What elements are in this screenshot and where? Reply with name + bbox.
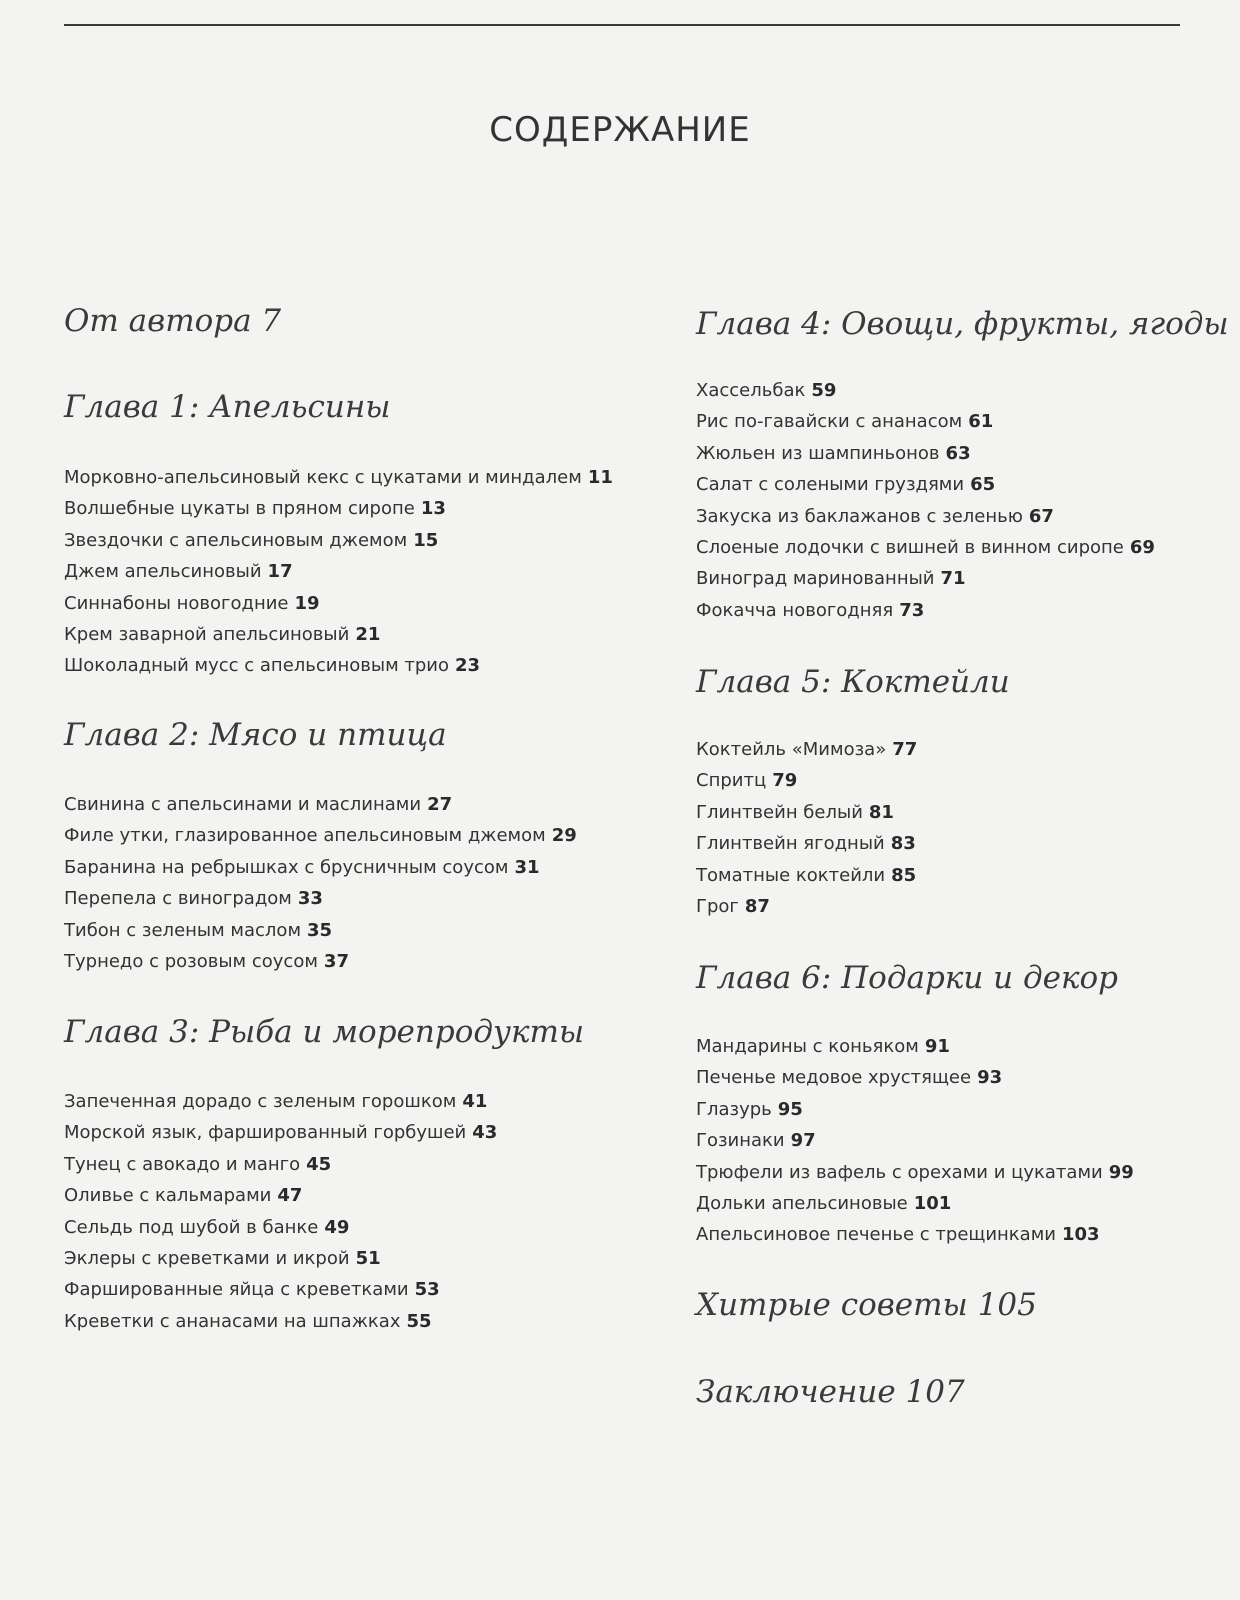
entry-page-number: 93 [977,1067,1003,1089]
entry-page-number: 53 [414,1279,440,1301]
entry-page-number: 71 [940,568,966,590]
toc-entry[interactable] [64,1149,497,1180]
toc-entry[interactable] [64,1274,497,1305]
entry-title: Глинтвейн ягодный [696,833,885,855]
toc-entry[interactable] [696,797,917,828]
entry-page-number: 51 [355,1247,381,1269]
entry-title: Сельдь под шубой в банке [64,1216,319,1238]
entry-page-number: 37 [323,950,349,972]
entry-page-number: 49 [324,1216,350,1238]
entry-page-number: 23 [455,655,481,677]
entry-page-number: 85 [891,864,917,886]
top-divider [64,24,1180,26]
entry-title: Спритц [696,770,767,792]
entry-title: Хассельбак [696,380,806,401]
toc-entry[interactable] [696,860,917,891]
entry-title: Крем заварной апельсиновый [64,623,350,645]
entry-title: Морковно-апельсиновый кекс с цукатами и миндалем [64,467,582,488]
entry-page-number: 79 [772,770,798,792]
toc-entry[interactable] [64,1180,497,1211]
entry-title: Свинина с апельсинами и маслинами [64,794,422,815]
entry-title: Шоколадный мусс с апельсиновым трио [64,655,449,677]
entry-title: Синнабоны новогодние [64,592,289,614]
toc-entry[interactable] [64,852,577,883]
section-heading-chapter-4[interactable]: Глава 4: Овощи, фрукты, ягоды [696,306,1229,342]
entry-title: Оливье с кальмарами [64,1185,272,1207]
section-heading-from-author[interactable]: От автора 7 [64,303,282,339]
chapter-1-entries [64,462,613,682]
entry-page-number: 41 [462,1091,488,1112]
entry-page-number: 27 [427,794,453,815]
toc-entry[interactable] [64,820,577,851]
entry-page-number: 55 [406,1310,432,1332]
entry-page-number: 13 [420,498,446,520]
toc-entry[interactable] [64,493,613,524]
toc-entry[interactable] [696,828,917,859]
entry-page-number: 19 [294,592,320,614]
page-title: СОДЕРЖАНИЕ [489,110,751,150]
toc-entry[interactable] [696,406,1155,437]
entry-title: Гозинаки [696,1130,785,1152]
entry-page-number: 77 [892,739,918,760]
entry-page-number: 33 [297,888,323,910]
toc-entry[interactable] [696,1062,1134,1093]
entry-title: Томатные коктейли [696,864,886,886]
toc-entry[interactable] [64,1243,497,1274]
section-heading-chapter-1[interactable]: Глава 1: Апельсины [64,389,391,425]
entry-title: Мандарины с коньяком [696,1036,919,1057]
chapter-5-entries [696,734,917,922]
entry-page-number: 65 [970,474,996,496]
toc-entry[interactable] [696,1094,1134,1125]
section-heading-chapter-5[interactable]: Глава 5: Коктейли [696,664,1010,700]
toc-entry[interactable] [64,946,577,977]
entry-page-number: 43 [472,1122,498,1144]
toc-entry[interactable] [64,619,613,650]
chapter-2-entries [64,789,577,977]
entry-title: Рис по-гавайски с ананасом [696,411,963,433]
entry-page-number: 87 [744,895,770,917]
toc-entry[interactable] [696,501,1155,532]
entry-page-number: 35 [307,919,333,941]
section-heading-chapter-2[interactable]: Глава 2: Мясо и птица [64,717,447,753]
entry-title: Запеченная дорадо с зеленым горошком [64,1091,457,1112]
toc-entry[interactable] [64,1117,497,1148]
entry-page-number: 47 [277,1185,303,1207]
entry-page-number: 11 [587,467,613,488]
entry-title: Турнедо с розовым соусом [64,950,318,972]
entry-title: Жюльен из шампиньонов [696,442,940,464]
toc-entry[interactable] [696,1188,1134,1219]
chapter-4-entries [696,375,1155,626]
entry-page-number: 59 [811,380,837,401]
entry-title: Креветки с ананасами на шпажках [64,1310,401,1332]
toc-entry[interactable] [696,532,1155,563]
section-heading-chapter-3[interactable]: Глава 3: Рыба и морепродукты [64,1014,585,1050]
entry-title: Волшебные цукаты в пряном сиропе [64,498,415,520]
toc-entry[interactable] [64,588,613,619]
entry-page-number: 61 [968,411,994,433]
toc-entry[interactable] [696,469,1155,500]
toc-entry[interactable] [696,734,917,765]
entry-title: Джем апельсиновый [64,561,262,583]
entry-title: Перепела с виноградом [64,888,292,910]
entry-title: Тунец с авокадо и манго [64,1153,301,1175]
toc-entry[interactable] [696,595,1155,626]
entry-title: Закуска из баклажанов с зеленью [696,505,1023,527]
entry-title: Печенье медовое хрустящее [696,1067,972,1089]
toc-entry[interactable] [64,789,577,820]
toc-entry[interactable] [696,438,1155,469]
entry-title: Апельсиновое печенье с трещинками [696,1224,1056,1246]
entry-page-number: 81 [868,801,894,823]
toc-entry[interactable] [696,765,917,796]
entry-page-number: 45 [306,1153,332,1175]
toc-entry[interactable] [64,1212,497,1243]
toc-entry[interactable] [64,525,613,556]
entry-page-number: 67 [1028,505,1054,527]
entry-title: Глазурь [696,1098,772,1120]
toc-entry[interactable] [696,1219,1134,1250]
chapter-3-entries [64,1086,497,1337]
toc-entry[interactable] [64,650,613,681]
entry-title: Дольки апельсиновые [696,1192,908,1214]
toc-entry[interactable] [696,1125,1134,1156]
section-heading-conclusion[interactable]: Заключение 107 [696,1374,965,1410]
entry-page-number: 73 [899,599,925,621]
entry-page-number: 97 [790,1130,816,1152]
toc-entry[interactable] [696,375,1155,406]
chapter-6-entries [696,1031,1134,1251]
toc-entry[interactable] [696,1157,1134,1188]
toc-entry[interactable] [64,462,613,493]
section-heading-tips[interactable]: Хитрые советы 105 [696,1287,1037,1323]
entry-title: Глинтвейн белый [696,801,863,823]
section-heading-chapter-6[interactable]: Глава 6: Подарки и декор [696,960,1118,996]
entry-title: Эклеры с креветками и икрой [64,1247,350,1269]
toc-entry[interactable] [64,556,613,587]
entry-title: Виноград маринованный [696,568,935,590]
entry-page-number: 91 [924,1036,950,1057]
entry-page-number: 17 [267,561,293,583]
entry-title: Салат с солеными груздями [696,474,965,496]
entry-page-number: 103 [1062,1224,1100,1246]
entry-page-number: 101 [913,1192,952,1214]
entry-title: Фаршированные яйца с креветками [64,1279,409,1301]
toc-entry[interactable] [64,915,577,946]
entry-title: Трюфели из вафель с орехами и цукатами [696,1161,1103,1183]
entry-page-number: 21 [355,623,381,645]
entry-title: Фокачча новогодняя [696,599,894,621]
entry-title: Грог [696,895,739,917]
entry-title: Морской язык, фаршированный горбушей [64,1122,467,1144]
entry-page-number: 29 [551,825,577,847]
toc-entry[interactable] [64,1306,497,1337]
toc-entry[interactable] [696,563,1155,594]
toc-entry[interactable] [64,1086,497,1117]
entry-page-number: 95 [777,1098,803,1120]
entry-page-number: 31 [514,856,540,878]
toc-entry[interactable] [696,891,917,922]
entry-title: Тибон с зеленым маслом [64,919,302,941]
entry-page-number: 63 [945,442,971,464]
entry-title: Филе утки, глазированное апельсиновым джемом [64,825,546,847]
entry-page-number: 69 [1129,536,1155,558]
entry-title: Слоеные лодочки с вишней в винном сиропе [696,536,1124,558]
toc-entry[interactable] [64,883,577,914]
entry-title: Коктейль «Мимоза» [696,739,887,760]
toc-entry[interactable] [696,1031,1134,1062]
entry-title: Баранина на ребрышках с брусничным соусом [64,856,509,878]
entry-page-number: 15 [413,529,439,551]
entry-page-number: 83 [890,833,916,855]
entry-page-number: 99 [1108,1161,1134,1183]
entry-title: Звездочки с апельсиновым джемом [64,529,408,551]
